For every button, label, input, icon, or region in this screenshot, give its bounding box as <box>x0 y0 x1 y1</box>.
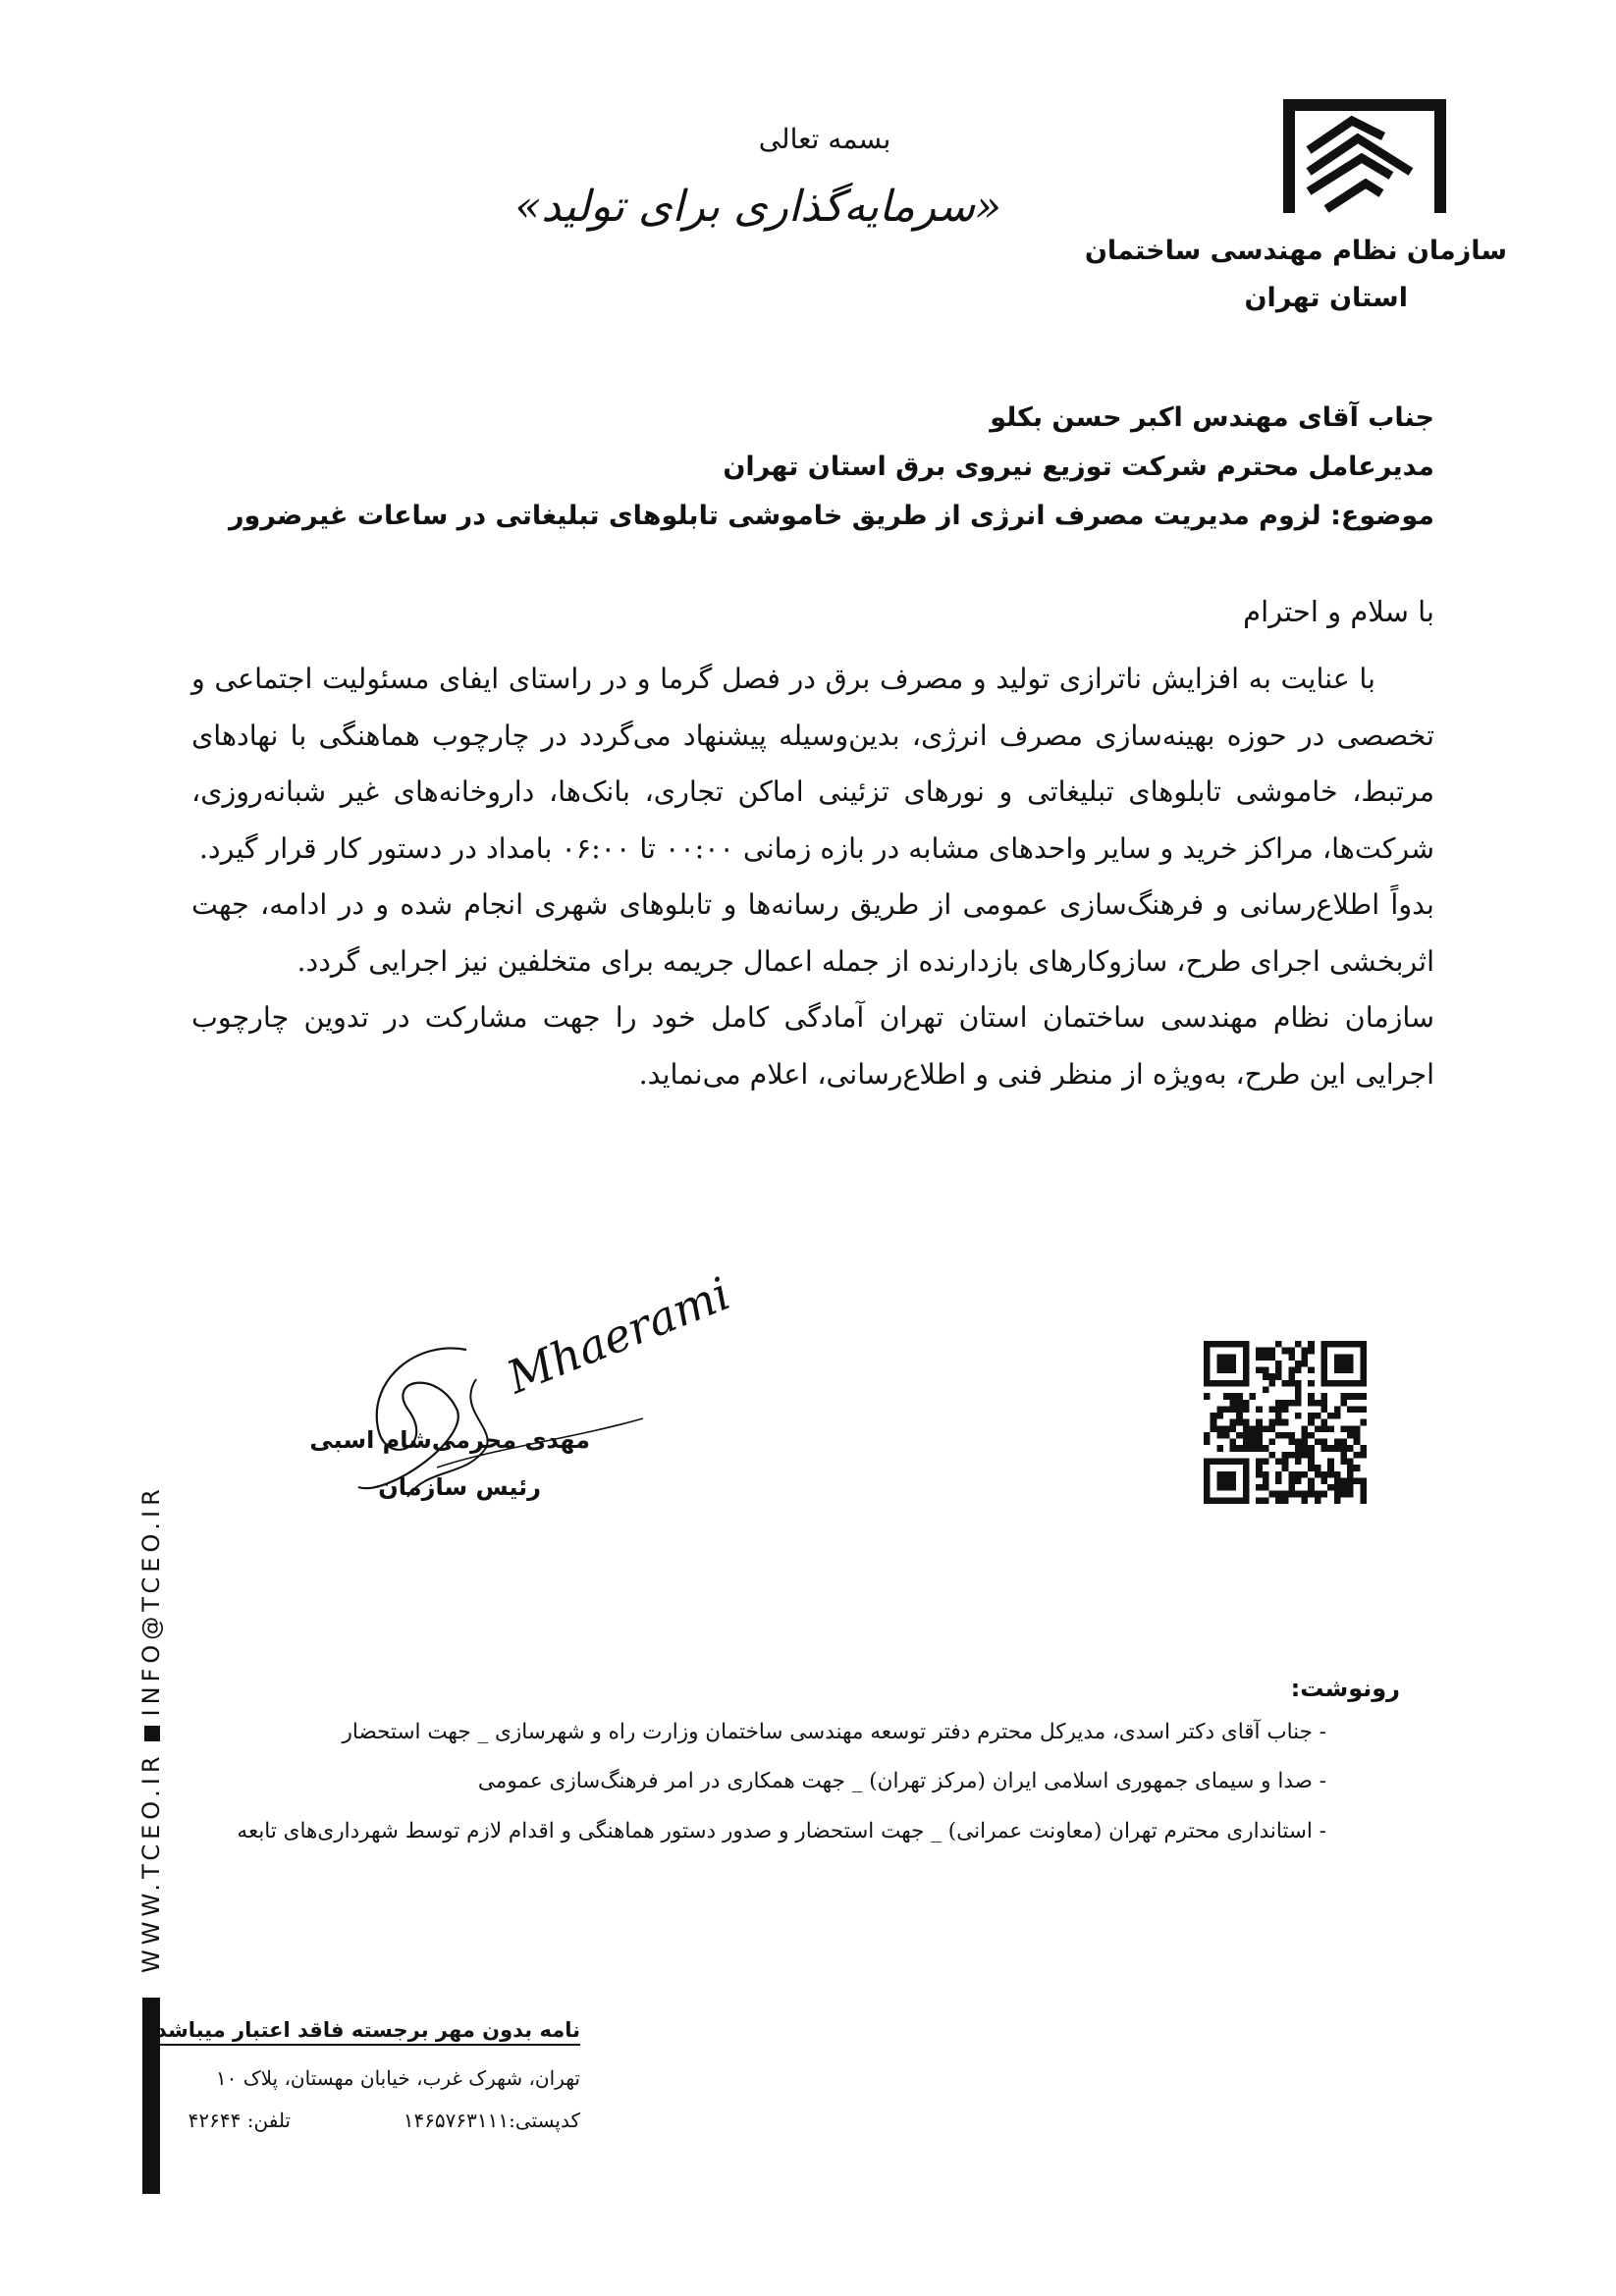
body-paragraph-3: سازمان نظام مهندسی ساختمان استان تهران آمادگی کامل خود را جهت مشارکت در تدوین چارچوب اجرایی این طرح، به‌ویژه از منظر فنی و اطلاع‌رسانی، اعلام می‌نماید. <box>191 1001 1434 1091</box>
qr-module <box>1282 1432 1289 1439</box>
qr-module <box>1321 1439 1328 1446</box>
qr-module <box>1211 1419 1217 1426</box>
qr-module <box>1256 1419 1263 1426</box>
qr-module <box>1340 1393 1347 1400</box>
letter-body <box>191 651 1434 1102</box>
qr-module <box>1295 1477 1302 1484</box>
qr-module <box>1288 1373 1295 1380</box>
qr-module <box>1354 1406 1361 1413</box>
qr-module <box>1230 1445 1237 1452</box>
qr-module <box>1249 1425 1256 1432</box>
qr-module <box>1315 1465 1321 1471</box>
qr-module <box>1263 1354 1269 1361</box>
qr-module <box>1275 1497 1282 1504</box>
qr-module <box>1249 1393 1256 1400</box>
qr-module <box>1243 1406 1250 1413</box>
qr-module <box>1347 1484 1354 1491</box>
qr-module <box>1295 1386 1302 1393</box>
qr-module <box>1334 1484 1341 1491</box>
qr-finder-center <box>1334 1354 1354 1373</box>
cc-item: - جناب آقای دکتر اسدی، مدیرکل محترم دفتر توسعه مهندسی ساختمان وزارت راه و شهرسازی _ جهت استحضار <box>342 1720 1326 1744</box>
qr-module <box>1275 1491 1282 1498</box>
qr-module <box>1204 1393 1211 1400</box>
qr-module <box>1211 1413 1217 1419</box>
qr-module <box>1315 1439 1321 1446</box>
qr-module <box>1282 1348 1289 1355</box>
qr-module <box>1308 1432 1315 1439</box>
qr-module <box>1308 1413 1315 1419</box>
qr-module <box>1308 1445 1315 1452</box>
qr-code <box>1204 1341 1367 1504</box>
qr-module <box>1256 1354 1263 1361</box>
cc-item: - استانداری محترم تهران (معاونت عمرانی) _ جهت استحضار و صدور دستور هماهنگی و اقدام لازم توسط شهرداری‌های تابعه <box>237 1819 1326 1843</box>
qr-module <box>1340 1452 1347 1459</box>
qr-finder-center <box>1216 1471 1236 1491</box>
qr-module <box>1256 1484 1263 1491</box>
qr-module <box>1334 1477 1341 1484</box>
qr-module <box>1315 1497 1321 1504</box>
qr-module <box>1268 1452 1275 1459</box>
separator-square <box>144 1726 160 1741</box>
qr-module <box>1321 1477 1328 1484</box>
qr-module <box>1295 1459 1302 1466</box>
qr-module <box>1263 1386 1269 1393</box>
qr-module <box>1236 1393 1243 1400</box>
qr-module <box>1354 1452 1361 1459</box>
qr-module <box>1360 1497 1367 1504</box>
qr-module <box>1354 1393 1361 1400</box>
cc-label: رونوشت: <box>1290 1675 1400 1702</box>
qr-module <box>1334 1445 1341 1452</box>
qr-module <box>1347 1471 1354 1478</box>
qr-module <box>1347 1465 1354 1471</box>
qr-module <box>1334 1406 1341 1413</box>
qr-module <box>1315 1471 1321 1478</box>
qr-module <box>1211 1425 1217 1432</box>
qr-module <box>1288 1432 1295 1439</box>
qr-module <box>1243 1432 1250 1439</box>
qr-module <box>1321 1419 1328 1426</box>
qr-module <box>1295 1471 1302 1478</box>
qr-module <box>1275 1477 1282 1484</box>
qr-module <box>1354 1477 1361 1484</box>
qr-module <box>1308 1452 1315 1459</box>
qr-module <box>1288 1471 1295 1478</box>
recipient-title: مدیرعامل محترم شرکت توزیع نیروی برق استان تهران <box>723 452 1434 482</box>
qr-module <box>1321 1393 1328 1400</box>
qr-module <box>1236 1419 1243 1426</box>
qr-module <box>1308 1367 1315 1374</box>
qr-module <box>1236 1445 1243 1452</box>
qr-module <box>1275 1373 1282 1380</box>
qr-module <box>1256 1348 1263 1355</box>
bismillah-heading: بسمه تعالی <box>758 123 891 155</box>
qr-module <box>1275 1341 1282 1348</box>
qr-module <box>1275 1361 1282 1367</box>
qr-module <box>1308 1400 1315 1407</box>
qr-module <box>1340 1439 1347 1446</box>
qr-module <box>1263 1425 1269 1432</box>
qr-module <box>1302 1452 1309 1459</box>
qr-module <box>1243 1439 1250 1446</box>
qr-module <box>1347 1491 1354 1498</box>
qr-module <box>1216 1432 1223 1439</box>
qr-module <box>1340 1425 1347 1432</box>
qr-module <box>1236 1413 1243 1419</box>
qr-module <box>1243 1425 1250 1432</box>
qr-module <box>1302 1361 1309 1367</box>
qr-module <box>1230 1406 1237 1413</box>
qr-module <box>1295 1393 1302 1400</box>
qr-module <box>1315 1413 1321 1419</box>
qr-module <box>1334 1439 1341 1446</box>
qr-module <box>1308 1380 1315 1387</box>
qr-module <box>1354 1439 1361 1446</box>
qr-module <box>1347 1477 1354 1484</box>
qr-module <box>1308 1348 1315 1355</box>
qr-module <box>1327 1459 1334 1466</box>
qr-module <box>1302 1432 1309 1439</box>
qr-module <box>1295 1367 1302 1374</box>
qr-module <box>1340 1491 1347 1498</box>
qr-module <box>1315 1425 1321 1432</box>
qr-module <box>1308 1459 1315 1466</box>
qr-module <box>1295 1452 1302 1459</box>
qr-module <box>1327 1484 1334 1491</box>
qr-module <box>1295 1491 1302 1498</box>
qr-module <box>1249 1445 1256 1452</box>
qr-module <box>1308 1484 1315 1491</box>
qr-module <box>1263 1348 1269 1355</box>
footer-address: تهران، شهرک غرب، خیابان مهستان، پلاک ۱۰ <box>215 2066 580 2090</box>
qr-module <box>1268 1380 1275 1387</box>
qr-module <box>1223 1393 1230 1400</box>
qr-module <box>1360 1484 1367 1491</box>
qr-module <box>1295 1380 1302 1387</box>
qr-module <box>1288 1484 1295 1491</box>
qr-module <box>1347 1393 1354 1400</box>
qr-module <box>1295 1361 1302 1367</box>
qr-module <box>1243 1400 1250 1407</box>
qr-module <box>1288 1348 1295 1355</box>
qr-module <box>1321 1491 1328 1498</box>
qr-module <box>1288 1367 1295 1374</box>
qr-module <box>1340 1445 1347 1452</box>
qr-module <box>1288 1491 1295 1498</box>
qr-module <box>1263 1484 1269 1491</box>
qr-module <box>1347 1459 1354 1466</box>
qr-module <box>1268 1406 1275 1413</box>
qr-module <box>1256 1425 1263 1432</box>
qr-module <box>1282 1419 1289 1426</box>
qr-module <box>1308 1341 1315 1348</box>
qr-module <box>1321 1425 1328 1432</box>
qr-module <box>1230 1419 1237 1426</box>
qr-module <box>1340 1477 1347 1484</box>
qr-module <box>1230 1439 1237 1446</box>
qr-module <box>1354 1432 1361 1439</box>
qr-module <box>1268 1419 1275 1426</box>
qr-module <box>1216 1445 1223 1452</box>
qr-module <box>1295 1413 1302 1419</box>
qr-module <box>1204 1432 1211 1439</box>
organization-province: استان تهران <box>1244 283 1408 313</box>
qr-module <box>1275 1459 1282 1466</box>
qr-module <box>1327 1413 1334 1419</box>
signer-role: رئیس سازمان <box>378 1473 541 1501</box>
qr-module <box>1256 1432 1263 1439</box>
qr-module <box>1354 1425 1361 1432</box>
qr-module <box>1360 1452 1367 1459</box>
body-paragraph-2: بدواً اطلاع‌رسانی و فرهنگ‌سازی عمومی از طریق رسانه‌ها و تابلوهای شهری انجام شده و در ادامه، جهت اثربخشی اجرای طرح، سازوکارهای بازدارنده از جمله اعمال جریمه برای متخلفین نیز اجرایی گردد. <box>191 888 1434 978</box>
qr-module <box>1230 1393 1237 1400</box>
qr-module <box>1302 1497 1309 1504</box>
qr-module <box>1340 1484 1347 1491</box>
qr-module <box>1340 1459 1347 1466</box>
signature-handwriting: Mhaerami <box>499 1266 737 1405</box>
qr-module <box>1223 1425 1230 1432</box>
qr-module <box>1282 1497 1289 1504</box>
cc-item: - صدا و سیمای جمهوری اسلامی ایران (مرکز تهران) _ جهت همکاری در امر فرهنگ‌سازی عمومی <box>477 1769 1326 1793</box>
qr-module <box>1347 1406 1354 1413</box>
qr-module <box>1288 1439 1295 1446</box>
qr-module <box>1308 1491 1315 1498</box>
qr-module <box>1243 1419 1250 1426</box>
organization-logo <box>1281 93 1448 221</box>
qr-module <box>1263 1497 1269 1504</box>
qr-module <box>1263 1477 1269 1484</box>
qr-module <box>1256 1471 1263 1478</box>
qr-module <box>1268 1491 1275 1498</box>
qr-module <box>1268 1425 1275 1432</box>
qr-module <box>1347 1432 1354 1439</box>
footer-phone: تلفن: ۴۲۶۴۴ <box>188 2109 291 2132</box>
qr-module <box>1268 1354 1275 1361</box>
qr-module <box>1282 1452 1289 1459</box>
qr-module <box>1360 1477 1367 1484</box>
qr-module <box>1360 1491 1367 1498</box>
qr-module <box>1230 1400 1237 1407</box>
qr-module <box>1256 1439 1263 1446</box>
side-contact-strip <box>137 1484 165 1973</box>
qr-module <box>1347 1445 1354 1452</box>
qr-module <box>1282 1491 1289 1498</box>
recipient-name: جناب آقای مهندس اکبر حسن بکلو <box>990 402 1434 433</box>
qr-module <box>1223 1432 1230 1439</box>
qr-module <box>1302 1445 1309 1452</box>
qr-module <box>1340 1400 1347 1407</box>
qr-module <box>1360 1445 1367 1452</box>
qr-module <box>1236 1406 1243 1413</box>
qr-module <box>1360 1406 1367 1413</box>
qr-module <box>1308 1393 1315 1400</box>
qr-module <box>1315 1491 1321 1498</box>
qr-module <box>1275 1413 1282 1419</box>
qr-module <box>1302 1439 1309 1446</box>
qr-module <box>1268 1348 1275 1355</box>
qr-module <box>1256 1497 1263 1504</box>
qr-module <box>1295 1341 1302 1348</box>
qr-module <box>1327 1445 1334 1452</box>
qr-module <box>1216 1406 1223 1413</box>
year-slogan: «سرمایه‌گذاری برای تولید» <box>514 182 1001 232</box>
qr-finder-center <box>1216 1354 1236 1373</box>
qr-module <box>1302 1491 1309 1498</box>
qr-module <box>1275 1406 1282 1413</box>
qr-module <box>1288 1452 1295 1459</box>
qr-module <box>1302 1471 1309 1478</box>
qr-module <box>1334 1413 1341 1419</box>
qr-module <box>1360 1393 1367 1400</box>
qr-module <box>1263 1445 1269 1452</box>
qr-module <box>1256 1459 1263 1466</box>
qr-module <box>1282 1465 1289 1471</box>
qr-module <box>1243 1445 1250 1452</box>
qr-module <box>1308 1419 1315 1426</box>
qr-module <box>1263 1373 1269 1380</box>
qr-module <box>1263 1471 1269 1478</box>
qr-module <box>1321 1445 1328 1452</box>
greeting: با سلام و احترام <box>1243 595 1434 628</box>
qr-module <box>1288 1400 1295 1407</box>
email-link[interactable]: INFO@TCEO.IR <box>137 1484 165 1717</box>
qr-module <box>1308 1477 1315 1484</box>
qr-module <box>1347 1425 1354 1432</box>
qr-module <box>1295 1445 1302 1452</box>
letter-subject: موضوع: لزوم مدیریت مصرف انرژی از طریق خاموشی تابلوهای تبلیغاتی در ساعات غیرضرور <box>228 501 1434 531</box>
qr-module <box>1282 1406 1289 1413</box>
signer-name: مهدی محرمی‌شام اسبی <box>309 1426 590 1454</box>
qr-module <box>1263 1367 1269 1374</box>
body-paragraph-1: با عنایت به افزایش ناترازی تولید و مصرف برق در فصل گرما و در راستای ایفای مسئولیت اجتماعی و تخصصی در حوزه بهینه‌سازی مصرف انرژی، بدین‌وسیله پیشنهاد می‌گردد در چارچوب هماهنگی با نهادهای مرتبط، خاموشی تابلوهای تبلیغاتی و نورهای تزئینی اماکن تجاری، بانک‌ها، داروخانه‌های غیر شبانه‌روزی، شرکت‌ها، مراکز خرید و سایر واحدهای مشابه در بازه زمانی ۰۰:۰۰ تا ۰۶:۰۰ بامداد در دستور کار قرار گیرد. <box>191 663 1434 865</box>
qr-module <box>1327 1465 1334 1471</box>
qr-module <box>1275 1419 1282 1426</box>
qr-module <box>1315 1400 1321 1407</box>
qr-module <box>1256 1445 1263 1452</box>
qr-module <box>1268 1439 1275 1446</box>
qr-module <box>1321 1406 1328 1413</box>
qr-module <box>1216 1425 1223 1432</box>
qr-module <box>1282 1459 1289 1466</box>
qr-module <box>1327 1425 1334 1432</box>
qr-module <box>1321 1471 1328 1478</box>
qr-module <box>1256 1367 1263 1374</box>
qr-module <box>1236 1432 1243 1439</box>
qr-module <box>1302 1425 1309 1432</box>
footer-postal-code: کدپستی:۱۴۶۵۷۶۳۱۱۱ <box>403 2109 580 2132</box>
qr-module <box>1249 1439 1256 1446</box>
qr-module <box>1288 1477 1295 1484</box>
qr-module <box>1263 1459 1269 1466</box>
footer-seal-warning: نامه بدون مهر برجسته فاقد اعتبار میباشد <box>156 2018 580 2046</box>
qr-module <box>1334 1471 1341 1478</box>
qr-module <box>1354 1465 1361 1471</box>
qr-module <box>1321 1400 1328 1407</box>
qr-module <box>1236 1400 1243 1407</box>
qr-module <box>1204 1439 1211 1446</box>
qr-module <box>1288 1380 1295 1387</box>
qr-module <box>1275 1432 1282 1439</box>
qr-module <box>1302 1354 1309 1361</box>
qr-module <box>1249 1432 1256 1439</box>
qr-module <box>1230 1425 1237 1432</box>
qr-module <box>1334 1491 1341 1498</box>
qr-module <box>1327 1471 1334 1478</box>
qr-module <box>1256 1406 1263 1413</box>
qr-module <box>1275 1367 1282 1374</box>
qr-module <box>1302 1348 1309 1355</box>
qr-module <box>1216 1413 1223 1419</box>
qr-module <box>1275 1471 1282 1478</box>
qr-module <box>1268 1373 1275 1380</box>
qr-module <box>1275 1400 1282 1407</box>
qr-module <box>1295 1400 1302 1407</box>
qr-module <box>1360 1419 1367 1426</box>
qr-module <box>1308 1465 1315 1471</box>
qr-module <box>1295 1439 1302 1446</box>
qr-module <box>1288 1354 1295 1361</box>
qr-module <box>1334 1497 1341 1504</box>
qr-module <box>1282 1400 1289 1407</box>
organization-name: سازمان نظام مهندسی ساختمان <box>1084 236 1507 266</box>
qr-module <box>1256 1465 1263 1471</box>
website-link[interactable]: WWW.TCEO.IR <box>137 1751 165 1973</box>
qr-module <box>1282 1380 1289 1387</box>
qr-module <box>1223 1406 1230 1413</box>
